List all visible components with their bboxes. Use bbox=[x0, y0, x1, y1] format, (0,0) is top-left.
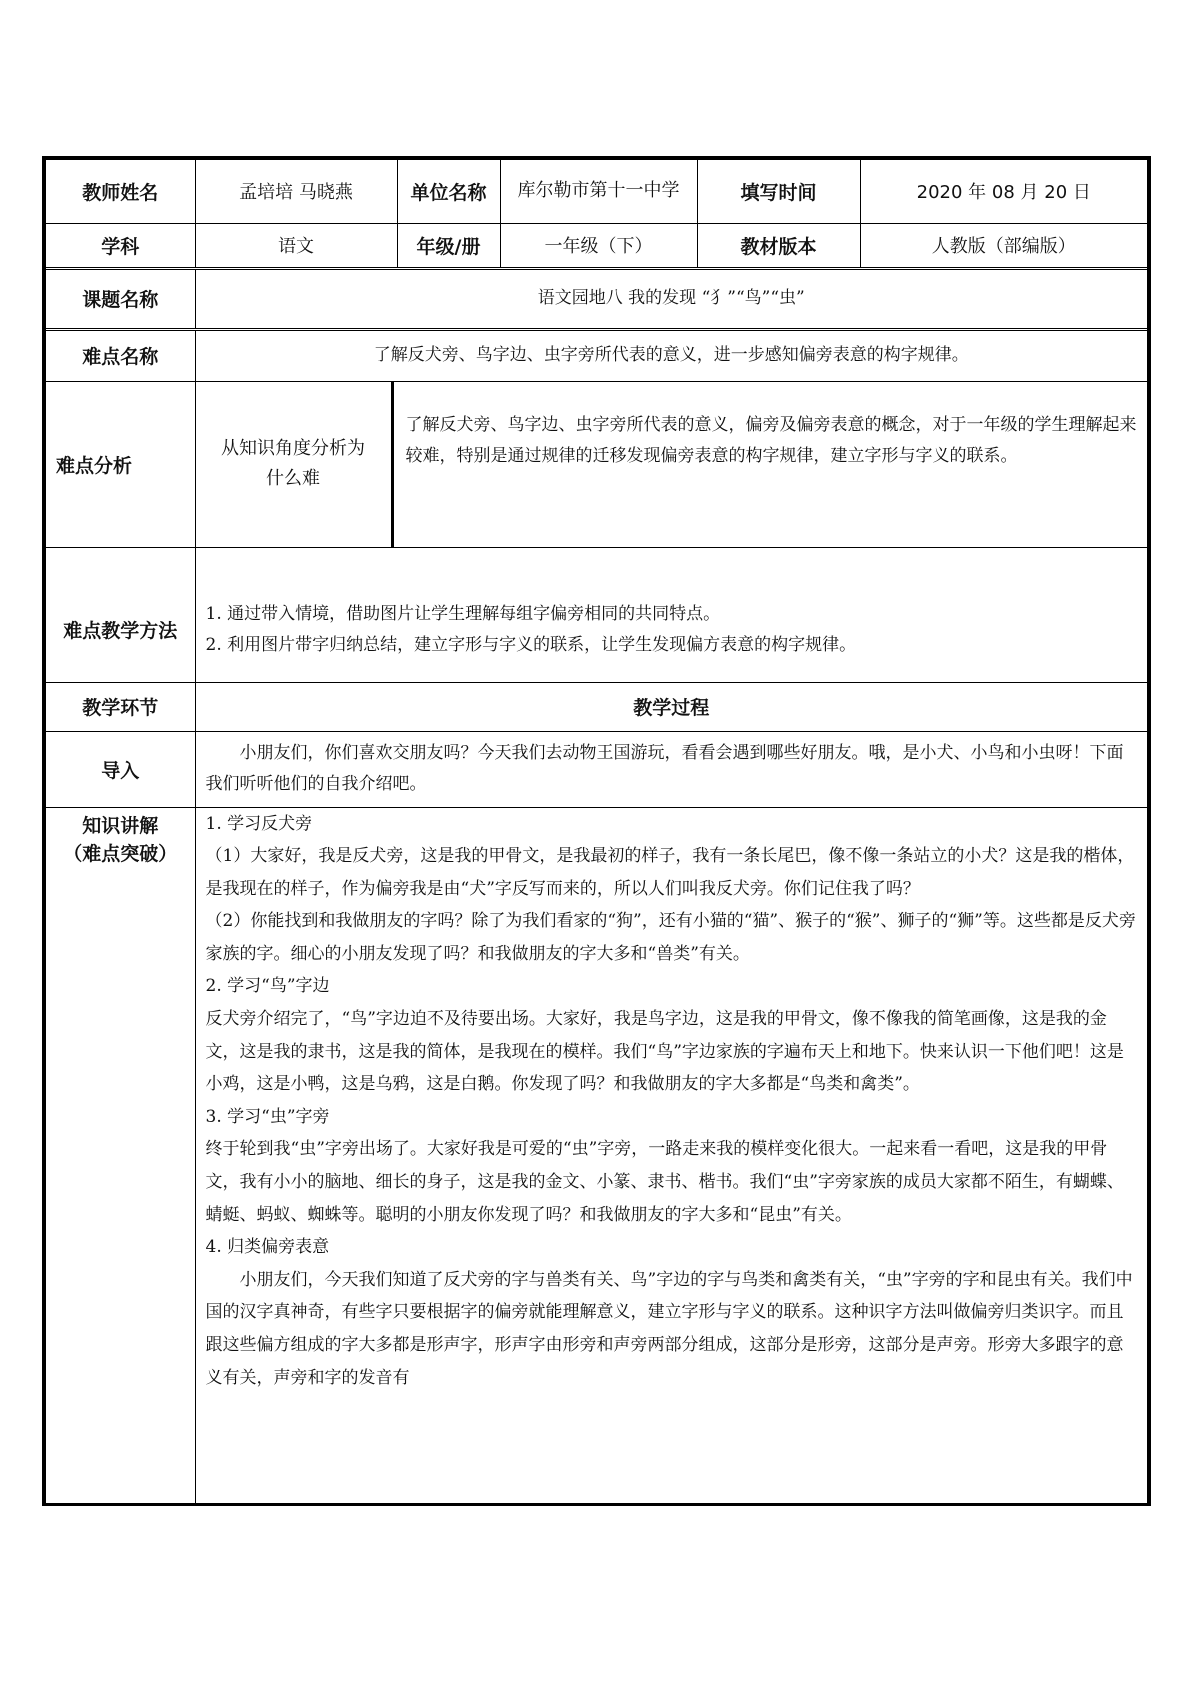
difficulty-analysis-value: 了解反犬旁、鸟字边、虫字旁所代表的意义，偏旁及偏旁表意的概念，对于一年级的学生理解起来较难，特别是通过规律的迁移发现偏旁表意的构字规律，建立字形与字义的联系。 bbox=[392, 381, 1149, 547]
knowledge-row bbox=[44, 807, 1149, 1504]
difficulty-name-row bbox=[44, 329, 1149, 381]
date-label: 填写时间 bbox=[697, 158, 860, 223]
knowledge-label bbox=[44, 807, 195, 1504]
teaching-method-list bbox=[195, 547, 1149, 682]
teacher-label: 教师姓名 bbox=[44, 158, 195, 223]
difficulty-analysis-row bbox=[44, 381, 1149, 547]
edition-label: 教材版本 bbox=[697, 223, 860, 268]
intro-text: 小朋友们，你们喜欢交朋友吗？今天我们去动物王国游玩，看看会遇到哪些好朋友。哦，是小犬、小鸟和小虫呀！下面我们听听他们的自我介绍吧。 bbox=[195, 731, 1149, 807]
teaching-method-item: 2. 利用图片带字归纳总结，建立字形与字义的联系，让学生发现偏方表意的构字规律。 bbox=[205, 634, 857, 655]
edition-value: 人教版（部编版） bbox=[860, 223, 1149, 268]
intro-row bbox=[44, 731, 1149, 807]
subject-label: 学科 bbox=[44, 223, 195, 268]
knowledge-label-line2: （难点突破） bbox=[63, 842, 178, 865]
teaching-method-label: 难点教学方法 bbox=[44, 547, 195, 682]
process-header-row bbox=[44, 682, 1149, 731]
header-row-2 bbox=[44, 223, 1149, 268]
difficulty-name-value: 了解反犬旁、鸟字边、虫字旁所代表的意义，进一步感知偏旁表意的构字规律。 bbox=[195, 329, 1149, 381]
knowledge-label-line1: 知识讲解 bbox=[82, 814, 159, 837]
subject-value: 语文 bbox=[195, 223, 397, 268]
knowledge-paragraph: 2. 学习“鸟”字边 bbox=[205, 976, 330, 997]
lesson-plan-table bbox=[42, 156, 1151, 1506]
difficulty-name-label: 难点名称 bbox=[44, 329, 195, 381]
grade-label: 年级/册 bbox=[397, 223, 500, 268]
difficulty-analysis-sublabel: 从知识角度分析为什么难 bbox=[195, 381, 392, 547]
grade-value: 一年级（下） bbox=[500, 223, 697, 268]
date-value: 2020 年 08 月 20 日 bbox=[860, 158, 1149, 223]
knowledge-paragraph: 小朋友们，今天我们知道了反犬旁的字与兽类有关、鸟”字边的字与鸟类和禽类有关，“虫”字旁的字和昆虫有关。我们中国的汉字真神奇，有些字只要根据字的偏旁就能理解意义，建立字形与字义的联系。这种识字方法叫做偏旁归类识字。而且跟这些偏方组成的字大多都是形声字，形声字由形旁和声旁两部分组成，这部分是形旁，这部分是声旁。形旁大多跟字的意义有关，声旁和字的发音有 bbox=[205, 1269, 1133, 1388]
difficulty-analysis-label: 难点分析 bbox=[44, 381, 195, 547]
unit-label: 单位名称 bbox=[397, 158, 500, 223]
teaching-method-item: 1. 通过带入情境，借助图片让学生理解每组字偏旁相同的共同特点。 bbox=[205, 603, 721, 624]
process-column-header: 教学过程 bbox=[195, 682, 1149, 731]
knowledge-paragraph: （1）大家好，我是反犬旁，这是我的甲骨文，是我最初的样子，我有一条长尾巴，像不像一条站立的小犬？这是我的楷体，是我现在的样子，作为偏旁我是由“犬”字反写而来的，所以人们叫我反犬旁。你们记住我了吗？ bbox=[205, 846, 1135, 899]
knowledge-paragraph: 终于轮到我“虫”字旁出场了。大家好我是可爱的“虫”字旁，一路走来我的模样变化很大。一起来看一看吧，这是我的甲骨文，我有小小的脑地、细长的身子，这是我的金文、小篆、隶书、楷书。我们“虫”字旁家族的成员大家都不陌生，有蝴蝶、蜻蜓、蚂蚁、蜘蛛等。聪明的小朋友你发现了吗？和我做朋友的字大多和“昆虫”有关。 bbox=[205, 1139, 1124, 1225]
knowledge-paragraph: 反犬旁介绍完了，“鸟”字边迫不及待要出场。大家好，我是鸟字边，这是我的甲骨文，像不像我的简笔画像，这是我的金文，这是我的隶书，这是我的简体，是我现在的模样。我们“鸟”字边家族的字遍布天上和地下。快来认识一下他们吧！这是小鸡，这是小鸭，这是乌鸦，这是白鹅。你发现了吗？和我做朋友的字大多都是“鸟类和禽类”。 bbox=[205, 1009, 1124, 1095]
teacher-value: 孟培培 马晓燕 bbox=[195, 158, 397, 223]
topic-value: 语文园地八 我的发现 “犭”“鸟”“虫” bbox=[195, 268, 1149, 329]
stage-column-header: 教学环节 bbox=[44, 682, 195, 731]
lesson-plan-sheet bbox=[42, 156, 1147, 1506]
topic-label: 课题名称 bbox=[44, 268, 195, 329]
knowledge-paragraph: 1. 学习反犬旁 bbox=[205, 813, 313, 834]
unit-value: 库尔勒市第十一中学 bbox=[500, 158, 697, 223]
knowledge-paragraph: （2）你能找到和我做朋友的字吗？除了为我们看家的“狗”，还有小猫的“猫”、猴子的“猴”、狮子的“狮”等。这些都是反犬旁家族的字。细心的小朋友发现了吗？和我做朋友的字大多和“兽类”有关。 bbox=[205, 911, 1136, 964]
knowledge-content bbox=[195, 807, 1149, 1504]
knowledge-paragraph: 3. 学习“虫”字旁 bbox=[205, 1106, 330, 1127]
knowledge-paragraph: 4. 归类偏旁表意 bbox=[205, 1237, 330, 1258]
header-row-1 bbox=[44, 158, 1149, 223]
intro-label: 导入 bbox=[44, 731, 195, 807]
topic-row bbox=[44, 268, 1149, 329]
teaching-method-row bbox=[44, 547, 1149, 682]
